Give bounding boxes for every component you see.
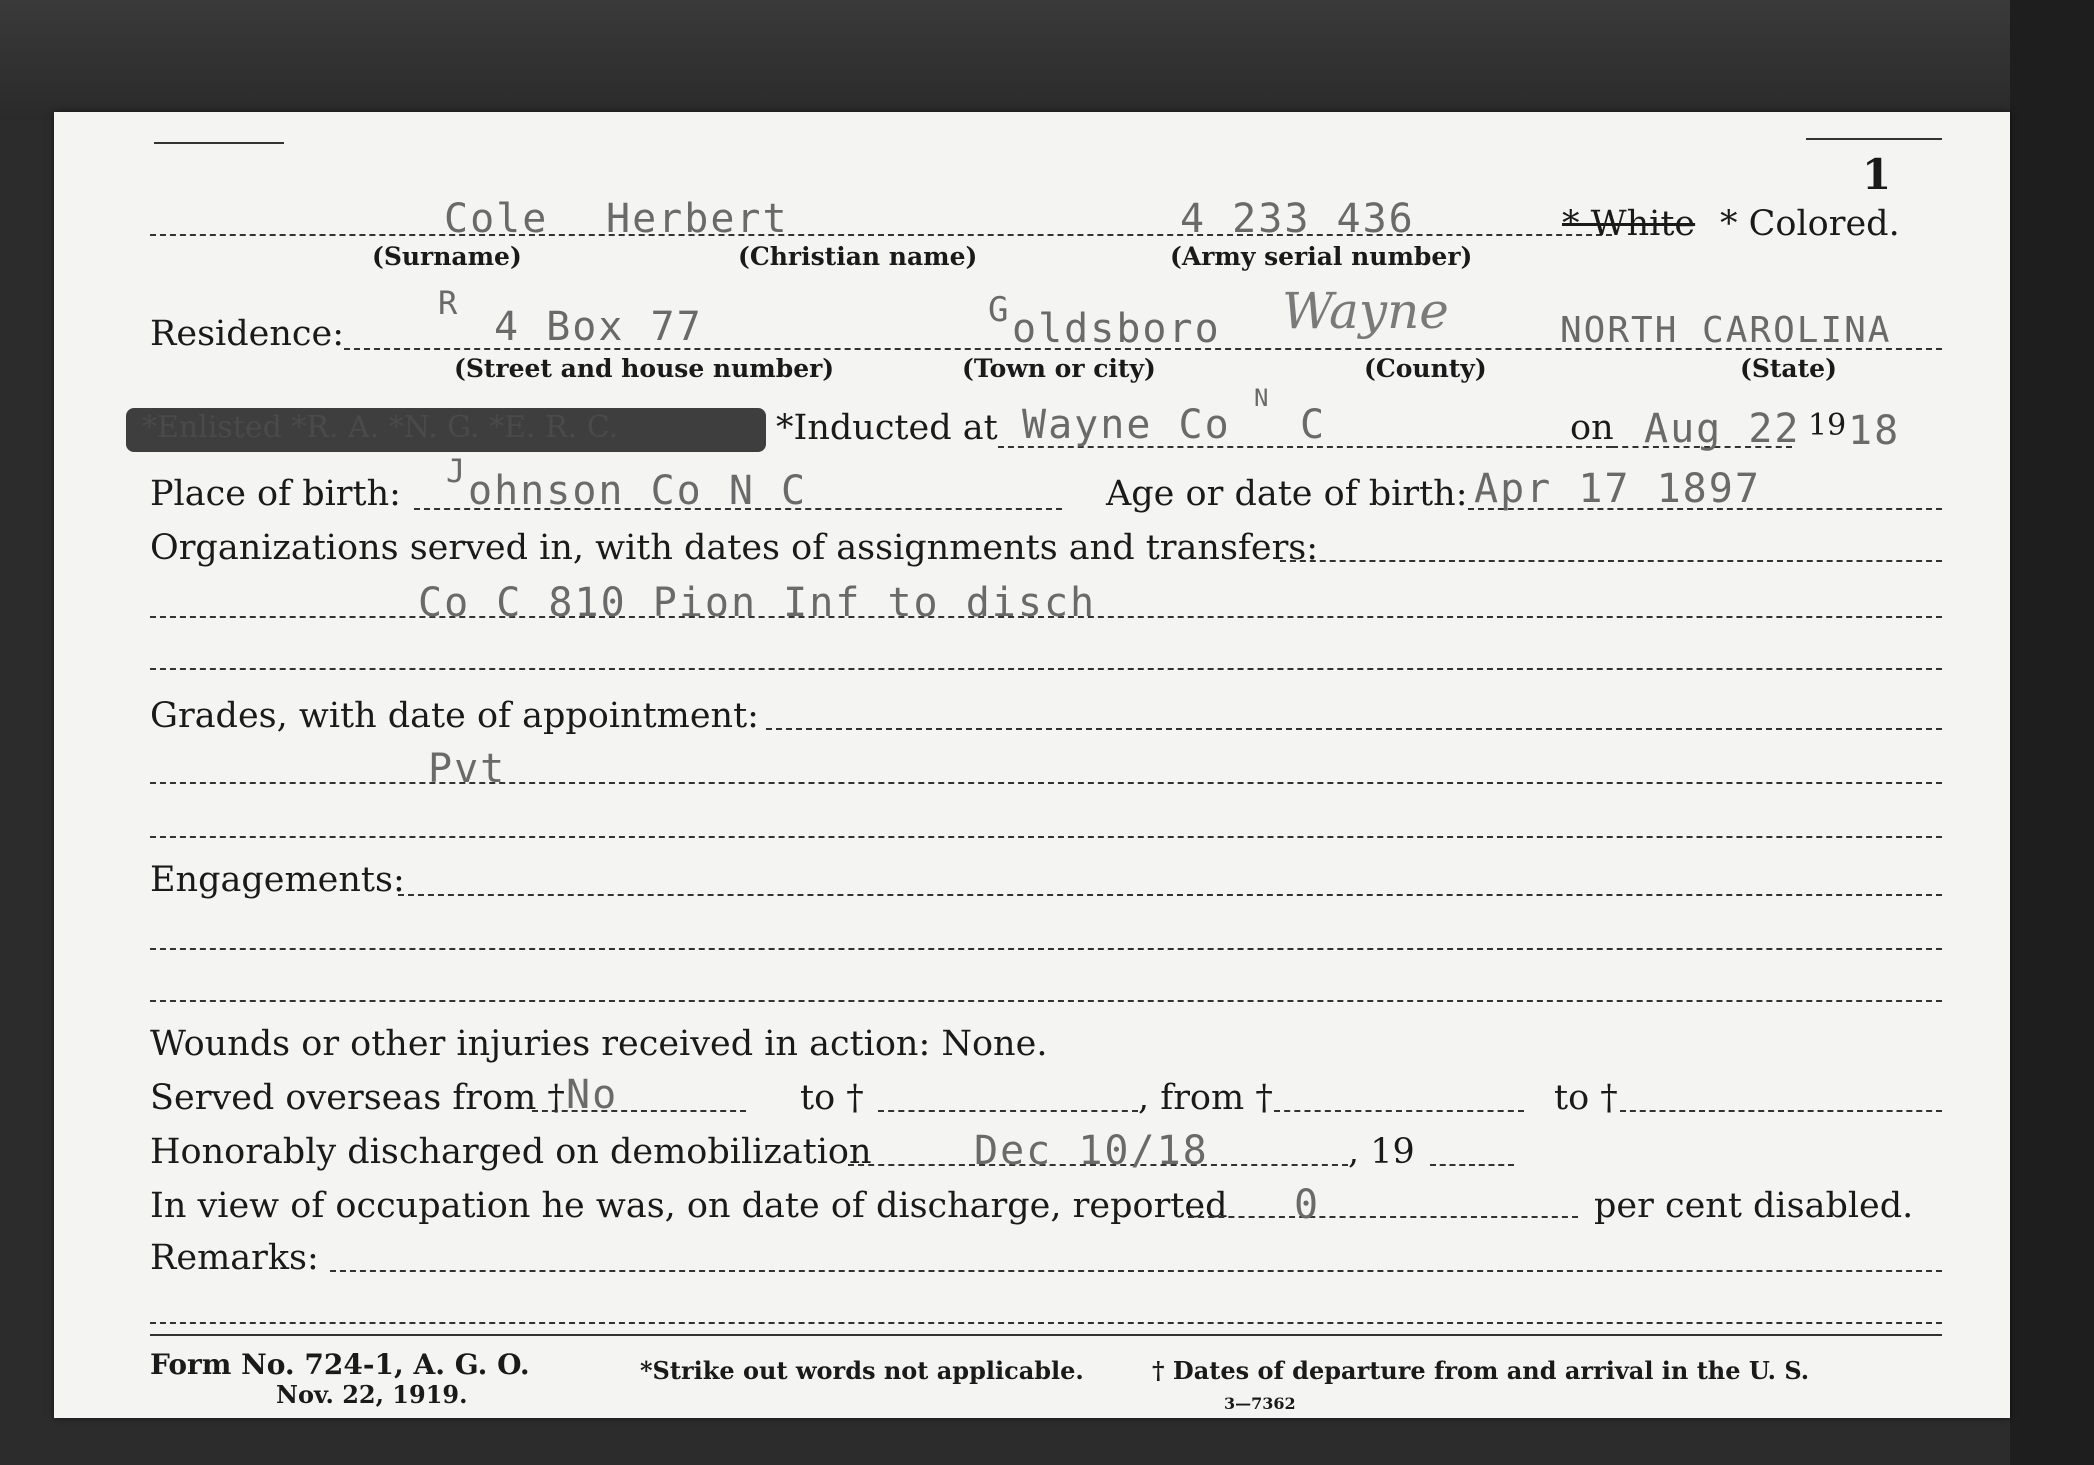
birth-place-label: Place of birth: bbox=[150, 474, 401, 514]
disability-label: In view of occupation he was, on date of discharge, reported bbox=[150, 1186, 1228, 1226]
overseas-to-label: to † bbox=[800, 1078, 864, 1118]
inducted-place-end: C bbox=[1300, 402, 1327, 448]
christian-name-caption: (Christian name) bbox=[738, 242, 978, 271]
organizations-line-3 bbox=[150, 668, 1942, 670]
serial-number-caption: (Army serial number) bbox=[1170, 242, 1473, 271]
strike-out-note: *Strike out words not applicable. bbox=[640, 1356, 1084, 1385]
remarks-label: Remarks: bbox=[150, 1238, 319, 1278]
inducted-place: Wayne Co bbox=[1022, 402, 1231, 448]
print-code: 3—7362 bbox=[1224, 1394, 1296, 1413]
organizations-value: Co C 810 Pion Inf to disch bbox=[418, 580, 1097, 626]
overseas-to-line bbox=[878, 1110, 1138, 1112]
county-caption: (County) bbox=[1364, 354, 1487, 383]
discharge-year-line bbox=[1430, 1164, 1514, 1166]
race-colored: * Colored. bbox=[1720, 204, 1900, 244]
organizations-label: Organizations served in, with dates of assignments and transfers: bbox=[150, 528, 1319, 568]
form-date: Nov. 22, 1919. bbox=[276, 1380, 468, 1409]
state-value: NORTH CAROLINA bbox=[1560, 310, 1892, 351]
inducted-superscript: N bbox=[1254, 384, 1271, 412]
serial-number-value: 4 233 436 bbox=[1180, 196, 1415, 242]
organizations-line-1 bbox=[1280, 560, 1942, 562]
wounds-text: Wounds or other injuries received in action: None. bbox=[150, 1024, 1048, 1064]
grades-value: Pvt bbox=[428, 746, 507, 792]
street-caption: (Street and house number) bbox=[454, 354, 835, 383]
overseas-to2-label: to † bbox=[1554, 1078, 1618, 1118]
overseas-from-line bbox=[532, 1110, 746, 1112]
grades-label: Grades, with date of appointment: bbox=[150, 696, 759, 736]
top-left-rule bbox=[154, 142, 284, 144]
overseas-from-value: No bbox=[566, 1072, 619, 1118]
service-record-card bbox=[54, 112, 2010, 1418]
inducted-year-suffix: 18 bbox=[1848, 408, 1901, 454]
overseas-from2-line bbox=[1274, 1110, 1524, 1112]
surname-value: Cole bbox=[444, 196, 549, 242]
discharge-date: Dec 10/18 bbox=[974, 1128, 1209, 1174]
street-value: 4 Box 77 bbox=[494, 304, 703, 350]
top-right-rule bbox=[1806, 138, 1942, 140]
state-caption: (State) bbox=[1740, 354, 1837, 383]
form-number: Form No. 724-1, A. G. O. bbox=[150, 1348, 530, 1381]
residence-label: Residence: bbox=[150, 314, 344, 354]
disability-value: 0 bbox=[1294, 1182, 1321, 1228]
overseas-from2-label: , from † bbox=[1138, 1078, 1273, 1118]
birth-date-value: Apr 17 1897 bbox=[1474, 466, 1761, 512]
grades-line-2 bbox=[150, 782, 1942, 784]
engagements-label: Engagements: bbox=[150, 860, 405, 900]
overseas-to2-line bbox=[1620, 1110, 1942, 1112]
birth-place-initial: J bbox=[446, 452, 468, 490]
enlisted-redacted-text: *Enlisted *R. A. *N. G. *E. R. C. bbox=[142, 410, 619, 445]
birth-place-value: ohnson Co N C bbox=[468, 468, 808, 514]
inducted-year-prefix: 19 bbox=[1808, 408, 1847, 443]
overseas-from-label: Served overseas from † bbox=[150, 1078, 565, 1118]
discharge-label: Honorably discharged on demobilization bbox=[150, 1132, 872, 1172]
disability-line bbox=[1188, 1216, 1578, 1218]
grades-line-1 bbox=[766, 728, 1942, 730]
discharge-year-label: , 19 bbox=[1348, 1132, 1415, 1172]
street-prefix: R bbox=[438, 284, 460, 322]
card-number: 1 bbox=[1862, 150, 1892, 199]
disability-suffix: per cent disabled. bbox=[1594, 1186, 1914, 1226]
engagements-line-2 bbox=[150, 948, 1942, 950]
town-caption: (Town or city) bbox=[962, 354, 1156, 383]
background-right-edge bbox=[2010, 0, 2094, 1465]
background-top bbox=[0, 0, 2094, 120]
town-initial: G bbox=[988, 290, 1011, 330]
engagements-line-3 bbox=[150, 1000, 1942, 1002]
redaction-bar bbox=[126, 408, 766, 452]
christian-name-value: Herbert bbox=[606, 196, 789, 242]
remarks-line-2 bbox=[150, 1322, 1942, 1324]
dates-note: † Dates of departure from and arrival in the U. S. bbox=[1152, 1356, 1810, 1385]
town-value: oldsboro bbox=[1012, 306, 1221, 352]
inducted-label: *Inducted at bbox=[776, 408, 998, 448]
county-value: Wayne bbox=[1282, 282, 1449, 340]
race-white: * White bbox=[1562, 204, 1696, 244]
engagements-line-1 bbox=[398, 894, 1942, 896]
grades-line-3 bbox=[150, 836, 1942, 838]
footer-rule bbox=[150, 1334, 1942, 1336]
inducted-on-label: on bbox=[1570, 408, 1614, 448]
remarks-line-1 bbox=[330, 1270, 1942, 1272]
birth-date-label: Age or date of birth: bbox=[1106, 474, 1468, 514]
surname-caption: (Surname) bbox=[372, 242, 522, 271]
inducted-date: Aug 22 bbox=[1644, 406, 1801, 452]
